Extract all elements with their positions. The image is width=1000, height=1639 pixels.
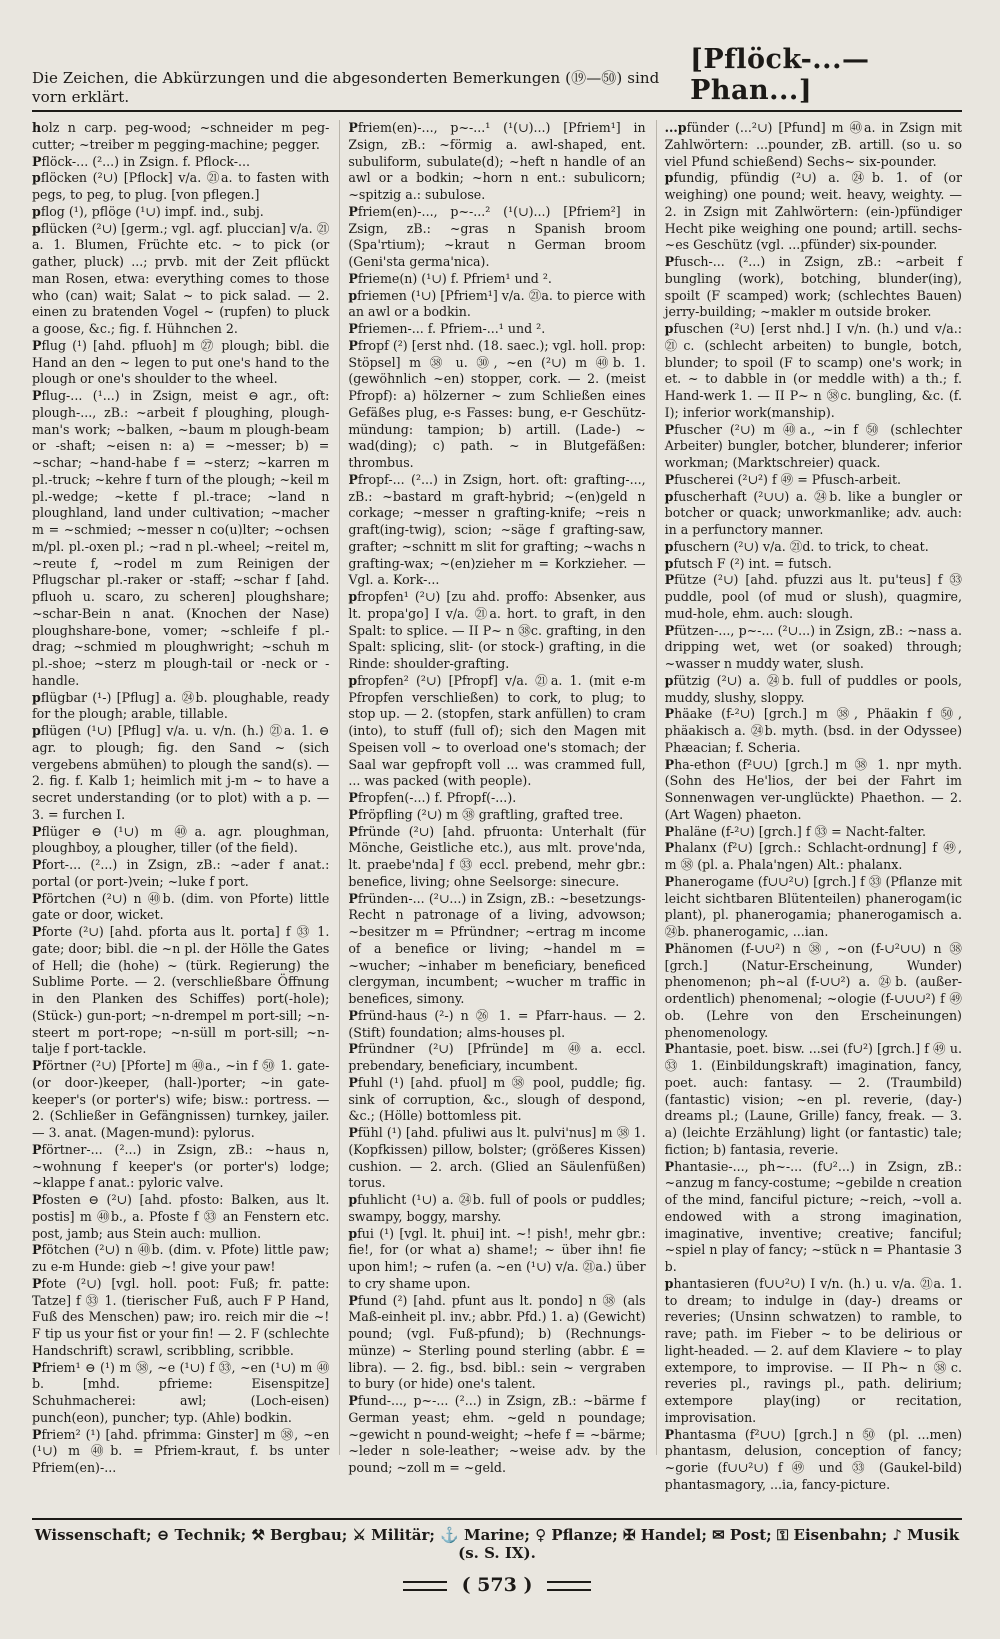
dictionary-entry: pfuscherhaft (²∪∪) a. ㉔b. like a bungler or botcher or quack; unworkmanlike; adv. auch: in a perfunctory manner. — [664, 488, 962, 537]
dictionary-entry: Pfund-..., p~-... (²...) in Zsign, zB.: ~bärme f German yeast; ehm. ~geld n poundage; ~gewicht n pound-weight; ~hefe f = ~bärme; ~leder n sole-leather; ~weise adv. by the pound; ~zoll m = ~geld. — [348, 1393, 646, 1475]
dictionary-entry: Phänomen (f-∪∪²) n ㊳, ~on (f-∪²∪∪) n ㊳ [grch.] (Natur-Erscheinung, Wunder) phenomenon; ph~al (f-∪∪²) a. ㉔b. (außer-ordentlich) phenomenal; ~ologie (f-∪∪∪²) f ㊾ ob. (Lehre von den Erscheinungen) phenomenology. — [664, 940, 962, 1040]
column-left — [32, 120, 330, 1475]
dictionary-entry: Pfötchen (²∪) n ㊵b. (dim. v. Pfote) little paw; zu e-m Hunde: gieb ~! give your paw! — [32, 1242, 330, 1274]
dictionary-entry: Pfusch-... (²...) in Zsign, zB.: ~arbeit f bungling (work), botching, blunder(ing), spoilt (F scamped) work; (schlechtes Bauen) jerry-building; ~makler m outside broker. — [664, 254, 962, 320]
dictionary-entry: Pfühl (¹) [ahd. pfuliwi aus lt. pulvi'nus] m ㊳ 1. (Kopfkissen) pillow, bolster; (größeres Kissen) cushion. — 2. arch. (Glied an Säulenfüßen) torus. — [348, 1125, 646, 1191]
dictionary-entry: Phäake (f-²∪) [grch.] m ㊳, Phäakin f ㊿, phäakisch a. ㉔b. myth. (bsd. in der Odyssee) Phæacian; f. Scheria. — [664, 706, 962, 755]
dictionary-entry: ...pfünder (...²∪) [Pfund] m ㊵a. in Zsign mit Zahlwörtern: ...pounder, zB. artill. (so u. so viel Pfund schießend) Sechs~ six-pounder. — [664, 120, 962, 169]
dictionary-entry: Pflüger ⊖ (¹∪) m ㊵a. agr. ploughman, ploughboy, a plougher, tiller (of the field). — [32, 823, 330, 856]
symbol-legend: Wissenschaft; ⊖ Technik; ⚒ Bergbau; ⚔ Militär; ⚓ Marine; ♀ Pflanze; ✠ Handel; ✉ Post; ⚿ Eisenbahn; ♪ Musik (s. S. IX). — [32, 1518, 962, 1562]
dictionary-entry: Pfriem¹ ⊖ (¹) m ㊳, ~e (¹∪) f ㉝, ~en (¹∪) m ㊵b. [mhd. pfrieme: Eisenspitze] Schuhmacherei: awl; (Loch-eisen) punch(eon), puncher; typ. (Ahle) bodkin. — [32, 1359, 330, 1425]
dictionary-entry: phantasieren (f∪∪²∪) I v/n. (h.) u. v/a. ㉑a. 1. to dream; to indulge in (day-) dreams or reveries; (Unsinn schwatzen) to ramble, to rave; path. im Fieber ~ to be delirious or light-headed. — 2. auf dem Klaviere ~ to play extempore, to improvise. — II Ph~ n ㊳c. reveries pl., ravings pl., path. delirium; extempore play(ing) or recitation, improvisation. — [664, 1275, 962, 1425]
dictionary-entry: pflügen (¹∪) [Pflug] v/a. u. v/n. (h.) ㉑a. 1. ⊖ agr. to plough; fig. den Sand ~ (sich vergebens abmühen) to plough the sand(s). — 2. fig. f. Kalb 1; heimlich mit j-m ~ to have a secret understanding (or to plot) with a p. — 3. = furchen I. — [32, 723, 330, 822]
page-footer — [32, 1518, 962, 1596]
dictionary-entry: Phantasma (f²∪∪) [grch.] n ㊿ (pl. ...men) phantasm, delusion, conception of fancy; ~gorie (f∪∪²∪) f ㊾ und ㉝ (Gaukel-bild) phantasmagory, ...ia, fancy-picture. — [664, 1426, 962, 1492]
dictionary-entry: Phanerogame (f∪∪²∪) [grch.] f ㉝ (Pflanze mit leicht sichtbaren Blütenteilen) phanerogam(ic plant), pl. phanerogamia; phanerogamisch a. ㉔b. phanerogamic, ...ian. — [664, 873, 962, 939]
dictionary-entry: Pfröpfling (²∪) m ㊳ graftling, grafted tree. — [348, 806, 624, 822]
dictionary-entry: Pflug-... (¹...) in Zsign, meist ⊖ agr., oft: plough-..., zB.: ~arbeit f ploughing, plough-man's work; ~balken, ~baum m plough-beam or -shaft; ~eisen n: a) = ~messer; b) = ~schar; ~hand-habe f = ~sterz; ~karren m pl.-truck; ~kehre f turn of the plough; ~keil m pl.-wedge; ~kette f pl.-trace; ~land n ploughland, land under cultivation; ~macher m = ~schmied; ~messer n co(u)lter; ~ochsen m/pl. pl.-oxen pl.; ~rad n pl.-wheel; ~reitel m, ~reute f, ~rodel m zum Reinigen der Pflugschar pl.-raker or -staff; ~schar f [ahd. pfluoh u. scaro, zu scheren] ploughshare; ~schar-Bein n anat. (Knochen der Nase) ploughshare-bone, vomer; ~schleife f pl.-drag; ~schmied m ploughwright; ~schuh m pl.-shoe; ~sterz m plough-tail or -neck or -handle. — [32, 388, 330, 688]
dictionary-entry: Pfründen-... (²∪...) in Zsign, zB.: ~besetzungs-Recht n patronage of a living, advowson; ~besitzer m = Pfründner; ~ertrag m income of a benefice or living; ~handel m = ~wucher; ~inhaber m beneficiary, beneficed clergyman, incumbent; ~wucher m traffic in benefices, simony. — [348, 890, 646, 1006]
dictionary-entry: pfuschen (²∪) [erst nhd.] I v/n. (h.) und v/a.: ㉑c. (schlecht arbeiten) to bungle, botch, blunder; to spoil (F to scamp) one's work; in et. ~ to dabble in (or meddle with) a th.; f. Hand-werk 1. — II P~ n ㊳c. bungling, &c. (f. I); inferior work(manship). — [664, 321, 962, 420]
dictionary-entry: Pförtner-... (²...) in Zsign, zB.: ~haus n, ~wohnung f keeper's (or porter's) lodge; ~klappe f anat.: pyloric valve. — [32, 1141, 330, 1191]
dictionary-entry: Pfuscherei (²∪²) f ㊾ = Pfusch-arbeit. — [664, 471, 902, 487]
dictionary-entry: pfutsch F (²) int. = futsch. — [664, 555, 832, 571]
dictionary-entry: Pfründe (²∪) [ahd. pfruonta: Unterhalt (für Mönche, Geistliche etc.), aus mlt. prove'nda, lt. praebe'nda] f ㉝ eccl. prebend, mehr gbr.: benefice, living; ohne Seelsorge: sinecure. — [348, 823, 646, 889]
dictionary-entry: Phantasie-..., ph~-... (f∪²...) in Zsign, zB.: ~anzug m fancy-costume; ~gebilde n creation of the mind, fanciful picture; ~reich, ~voll a. endowed with a strong imagination, imaginative, inventive; creative; fanciful; ~spiel n play of fancy; ~stück n = Phantasie 3 b. — [664, 1158, 962, 1274]
ornament-bar-left — [403, 1581, 447, 1591]
dictionary-entry: Phaläne (f-²∪) [grch.] f ㉝ = Nacht-falter. — [664, 823, 927, 839]
dictionary-entry: pfuhlicht (¹∪) a. ㉔b. full of pools or puddles; swampy, boggy, marshy. — [348, 1192, 646, 1224]
dictionary-entry: pflog (¹), pflöge (¹∪) impf. ind., subj. — [32, 203, 264, 219]
ornament-bar-right — [547, 1581, 591, 1591]
dictionary-entry: Pfuscher (²∪) m ㊵a., ~in f ㊿ (schlechter Arbeiter) bungler, botcher, blunderer; inferior workman; (Marktschreier) quack. — [664, 421, 962, 470]
dictionary-entry: pfropfen¹ (²∪) [zu ahd. proffo: Absenker, aus lt. propa'go] I v/a. ㉑a. hort. to graft, in den Spalt: to splice. — II P~ n ㊳c. grafting, in den Spalt: splicing, slit- (or stock-) grafting, in die Rinde: shoulder-grafting. — [348, 589, 646, 671]
dictionary-entry: pflügbar (¹-) [Pflug] a. ㉔b. ploughable, ready for the plough; arable, tillable. — [32, 689, 330, 722]
dictionary-entry: Pfropf (²) [erst nhd. (18. saec.); vgl. holl. prop: Stöpsel] m ㊳ u. ㉚, ~en (²∪) m ㊵b. 1. (gewöhnlich ~en) stopper, cork. — 2. (meist Pfropf): a) hölzerner ~ zum Schließen eines Gefäßes plug, e-s Fasses: bung, e-r Geschütz-mündung: tampion; b) artill. (Lade-) ~ wad(ding); c) path. ~ in Blutgefäßen: thrombus. — [348, 337, 646, 470]
dictionary-entry: pflücken (²∪) [germ.; vgl. agf. pluccian] v/a. ㉑a. 1. Blumen, Früchte etc. ~ to pick (or gather, pluck) ...; prvb. mit der Zeit pflückt man Rosen, etwa: everything comes to those who (can) wait; Salat ~ to pick salad. — 2. einen zu bratenden Vogel ~ (rupfen) to pluck a goose, &c.; fig. f. Hühnchen 2. — [32, 220, 330, 336]
dictionary-entry: Pfründner (²∪) [Pfründe] m ㊵a. eccl. prebendary, beneficiary, incumbent. — [348, 1041, 646, 1073]
dictionary-entry: Pfründ-haus (²-) n ㉖ 1. = Pfarr-haus. — 2. (Stift) foundation; alms-houses pl. — [348, 1007, 646, 1040]
dictionary-entry: Pfote (²∪) [vgl. holl. poot: Fuß; fr. patte: Tatze] f ㉝ 1. (tierischer Fuß, auch F P Hand, Fuß des Menschen) paw; iro. reich mir die ~! F tip us your fist or your fin! — 2. F (schlechte Handschrift) scrawl, scribbling, scribble. — [32, 1275, 330, 1358]
dictionary-entry: Phantasie, poet. bisw. ...sei (f∪²) [grch.] f ㊾ u. ㉝ 1. (Einbildungskraft) imagination, fancy, poet. auch: fantasy. — 2. (Traumbild) (fantastic) vision; ~en pl. reverie, (day-) dreams pl.; (Laune, Grille) fancy, freak. — 3. a) (leichte Erzählung) light (or fantastic) tale; fiction; b) fantasia, reverie. — [664, 1041, 962, 1157]
page-number: ( 573 ) — [461, 1574, 533, 1596]
dictionary-entry: pfützig (²∪) a. ㉔b. full of puddles or pools, muddy, slushy, sloppy. — [664, 672, 962, 705]
dictionary-entry: Pfosten ⊖ (²∪) [ahd. pfosto: Balken, aus lt. postis] m ㊵b., a. Pfoste f ㉝ an Fenstern etc. post, jamb; aus Stein auch: mullion. — [32, 1192, 330, 1241]
dictionary-entry: Pfort-... (²...) in Zsign, zB.: ~ader f anat.: portal (or port-)vein; ~luke f port. — [32, 857, 330, 889]
page-number-line — [32, 1574, 962, 1596]
dictionary-entry: pfuschern (²∪) v/a. ㉑d. to trick, to cheat. — [664, 538, 929, 554]
column-right — [656, 120, 962, 1492]
text-columns — [32, 120, 962, 1492]
dictionary-entry: Pfund (²) [ahd. pfunt aus lt. pondo] n ㊳ (als Maß-einheit pl. inv.; abbr. Pfd.) 1. a) (Gewicht) pound; (vgl. Fuß-pfund); b) (Rechnungs-münze) ~ Sterling pound sterling (abbr. £ = libra). — 2. fig., bsd. bibl.: sein ~ vergraben to bury (or hide) one's talent. — [348, 1292, 646, 1392]
running-header — [32, 44, 962, 112]
dictionary-entry: Pfropf-... (²...) in Zsign, hort. oft: grafting-..., zB.: ~bastard m graft-hybrid; ~(en)geld n corkage; ~messer n grafting-knife; ~reis n graft(ing-twig), scion; ~säge f grafting-saw, grafter; ~schnitt m slit for grafting; ~wachs n grafting-wax; ~(en)zieher m = Korkzieher. — Vgl. a. Kork-... — [348, 471, 646, 588]
dictionary-entry: Pfriem(en)-..., p~-...¹ (¹(∪)...) [Pfriem¹] in Zsign, zB.: ~förmig a. awl-shaped, ent. subuliform, subulate(d); ~heft n handle of an awl or a bodkin; ~horn n ent.: subulicorn; ~spitzig a.: subulose. — [348, 120, 646, 202]
dictionary-entry: Pfriemen-... f. Pfriem-...¹ und ². — [348, 321, 546, 336]
header-entry-range: [Pflöck-...—Phan...] — [690, 44, 870, 106]
dictionary-entry: holz n carp. peg-wood; ~schneider m peg-cutter; ~treiber m pegging-machine; pegger. — [32, 120, 330, 152]
dictionary-entry: Pforte (²∪) [ahd. pforta aus lt. porta] f ㉝ 1. gate; door; bibl. die ~n pl. der Hölle the Gates of Hell; die (hohe) ~ (türk. Regierung) the Sublime Porte. — 2. (verschließbare Öffnung in den Planken des Schiffes) port(-hole); (Stück-) gun-port; ~n-drempel m port-sill; ~n-steert m port-rope; ~n-süll m port-sill; ~n-talje f port-tackle. — [32, 924, 330, 1057]
dictionary-entry: Pförtner (²∪) [Pforte] m ㊵a., ~in f ㊿ 1. gate- (or door-)keeper, (hall-)porter; ~in gate-keeper's (or porter's) wife; bisw.: portress. — 2. (Schließer in Gefängnissen) turnkey, jailer. — 3. anat. (Magen-mund): pylorus. — [32, 1058, 330, 1140]
dictionary-entry: Pflug (¹) [ahd. pfluoh] m ㉗ plough; bibl. die Hand an den ~ legen to put one's hand to the plough or one's shoulder to the wheel. — [32, 337, 330, 387]
dictionary-entry: Pfützen-..., p~-... (²∪...) in Zsign, zB.: ~nass a. dripping wet, wet (or soaked) through; ~wasser n muddy water, slush. — [664, 622, 962, 671]
dictionary-entry: pfui (¹) [vgl. lt. phui] int. ~! pish!, mehr gbr.: fie!, for (or what a) shame!; ~ über ihn! fie upon him!; ~ rufen (a. ~en (¹∪) v/a. ㉑a.) über to cry shame upon. — [348, 1225, 646, 1291]
dictionary-entry: Pfuhl (¹) [ahd. pfuol] m ㊳ pool, puddle; fig. sink of corruption, &c., slough of despond, &c.; (Hölle) bottomless pit. — [348, 1074, 646, 1124]
dictionary-entry: pfriemen (¹∪) [Pfriem¹] v/a. ㉑a. to pierce with an awl or a bodkin. — [348, 287, 646, 320]
dictionary-entry: pflöcken (²∪) [Pflock] v/a. ㉑a. to fasten with pegs, to peg, to plug. [von pflegen.] — [32, 170, 330, 202]
column-middle — [339, 120, 646, 1475]
dictionary-entry: Pfriem² (¹) [ahd. pfrimma: Ginster] m ㊳, ~en (¹∪) m ㊵b. = Pfriem-kraut, f. bs unter Pfriem(en)-... — [32, 1426, 330, 1475]
header-note: Die Zeichen, die Abkürzungen und die abgesonderten Bemerkungen (⑲—㊿) sind vorn erklärt. — [32, 69, 660, 106]
dictionary-entry: Pha-ethon (f²∪∪) [grch.] m ㊳ 1. npr myth. (Sohn des He'lios, der bei der Fahrt im Sonnenwagen ver-unglückte) Phaethon. — 2. (Art Wagen) phaeton. — [664, 756, 962, 822]
dictionary-entry: Pfropfen(-...) f. Pfropf(-...). — [348, 790, 517, 805]
dictionary-entry: Phalanx (f²∪) [grch.: Schlacht-ordnung] f ㊾, m ㊳ (pl. a. Phala'ngen) Alt.: phalanx. — [664, 840, 962, 872]
dictionary-entry: Pflöck-... (²...) in Zsign. f. Pflock-... — [32, 153, 251, 169]
dictionary-entry: Pfrieme(n) (¹∪) f. Pfriem¹ und ². — [348, 270, 552, 286]
dictionary-entry: Pförtchen (²∪) n ㊵b. (dim. von Pforte) little gate or door, wicket. — [32, 890, 330, 923]
dictionary-entry: Pfriem(en)-..., p~-...² (¹(∪)...) [Pfriem²] in Zsign, zB.: ~gras n Spanish broom (Spa'rtium); ~kraut n German broom (Geni'sta germa'nica). — [348, 203, 646, 269]
dictionary-entry: Pfütze (²∪) [ahd. pfuzzi aus lt. pu'teus] f ㉝ puddle, pool (of mud or slush), quagmire, mud-hole, ehm. auch: slough. — [664, 572, 962, 621]
dictionary-entry: pfundig, pfündig (²∪) a. ㉔b. 1. of (or weighing) one pound; weit. heavy, weighty. — 2. in Zsign mit Zahlwörtern: (ein-)pfündiger Hecht pike weighing one pound; artill. sechs-~es Geschütz (vgl. ...pfünder) six-pounder. — [664, 170, 962, 253]
dictionary-entry: pfropfen² (²∪) [Pfropf] v/a. ㉑a. 1. (mit e-m Pfropfen verschließen) to cork, to plug; to stop up. — 2. (stopfen, stark anfüllen) to cram (into), to stuff (full of); sich den Magen mit Speisen voll ~ to overload one's stomach; der Saal war gepfropft voll ... was crammed full, ... was packed (with people). — [348, 672, 646, 789]
